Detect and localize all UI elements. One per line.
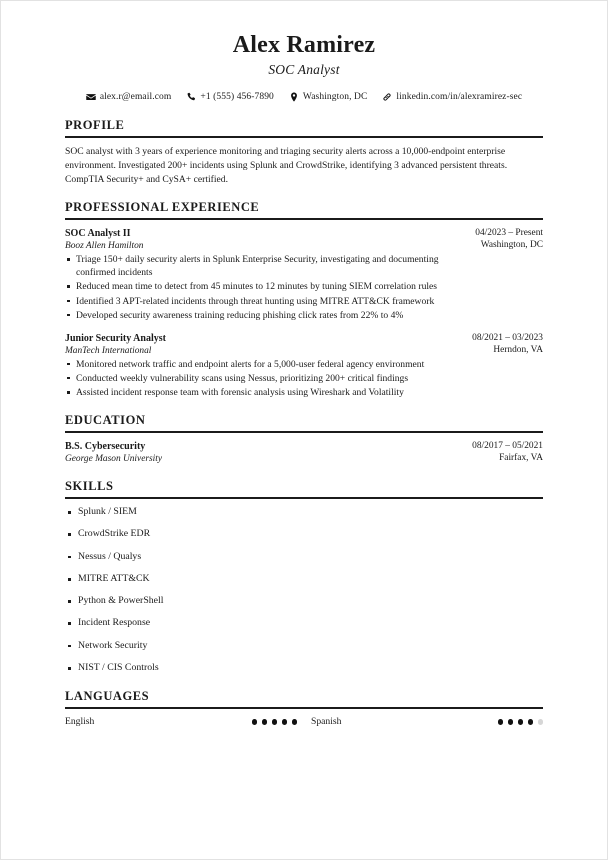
- contact-item-link[interactable]: [382, 92, 522, 102]
- level-dot-filled: [262, 719, 268, 725]
- entry-dates: 04/2023 – Present: [475, 228, 543, 239]
- section-languages: [65, 689, 543, 728]
- skill-item: Network Security: [65, 640, 543, 653]
- entry-bullet: Identified 3 APT-related incidents through threat hunting using MITRE ATT&CK framework: [65, 295, 440, 308]
- entry-location: Fairfax, VA: [499, 453, 543, 464]
- skill-item: NIST / CIS Controls: [65, 662, 543, 675]
- section-heading-education: EDUCATION: [65, 412, 146, 427]
- education-entry: [65, 440, 543, 465]
- entry-right: [472, 440, 543, 464]
- entry-organization: Booz Allen Hamilton: [65, 241, 144, 252]
- section-heading-skills: SKILLS: [65, 479, 114, 494]
- phone-icon: [186, 92, 196, 102]
- entry-role: SOC Analyst II: [65, 228, 131, 240]
- language-name: Spanish: [311, 715, 342, 727]
- contact-value: Washington, DC: [302, 92, 368, 103]
- section-heading-profile: PROFILE: [65, 118, 125, 133]
- location-pin-icon: [289, 92, 299, 102]
- skill-item: CrowdStrike EDR: [65, 528, 543, 541]
- level-dot-filled: [508, 719, 514, 725]
- job-title: SOC Analyst: [268, 62, 340, 78]
- contact-value: +1 (555) 456-7890: [200, 92, 274, 103]
- contact-item-phone[interactable]: [186, 92, 274, 102]
- entry-dates: 08/2017 – 05/2021: [472, 440, 543, 451]
- entry-header: [65, 332, 543, 357]
- section-rule: [65, 431, 543, 433]
- entry-left: [65, 332, 460, 357]
- section-rule: [65, 218, 543, 220]
- contact-item-envelope[interactable]: [86, 92, 172, 102]
- entry-organization: ManTech International: [65, 345, 152, 356]
- entry-bullet-list: [65, 253, 543, 321]
- entry-bullet: Monitored network traffic and endpoint alerts for a 5,000-user federal agency environment: [65, 358, 440, 371]
- entry-bullet: Triage 150+ daily security alerts in Splunk Enterprise Security, investigating and documenting confirmed incidents: [65, 253, 440, 279]
- language-item: [311, 716, 543, 728]
- entry-header: [65, 227, 543, 252]
- entry-role: Junior Security Analyst: [65, 332, 166, 344]
- skill-item: MITRE ATT&CK: [65, 573, 543, 586]
- level-dot-filled: [292, 719, 298, 725]
- section-rule: [65, 497, 543, 499]
- entry-dates: 08/2021 – 03/2023: [472, 332, 543, 343]
- language-item: [65, 716, 297, 728]
- education-institution: George Mason University: [65, 453, 163, 464]
- contact-row: [65, 92, 543, 102]
- level-dot-filled: [528, 719, 534, 725]
- section-heading-languages: LANGUAGES: [65, 688, 150, 703]
- section-rule: [65, 707, 543, 709]
- contact-value: linkedin.com/in/alexramirez-sec: [396, 92, 523, 103]
- link-icon: [382, 92, 392, 102]
- language-level-dots: [252, 719, 298, 725]
- skill-item: Nessus / Qualys: [65, 551, 543, 564]
- entry-location: Washington, DC: [480, 240, 543, 251]
- skills-list: [65, 506, 543, 674]
- section-profile: [65, 118, 543, 186]
- entry-left: [65, 440, 460, 465]
- skill-item: Python & PowerShell: [65, 595, 543, 608]
- entry-bullet: Assisted incident response team with forensic analysis using Wireshark and Volatility: [65, 386, 440, 399]
- profile-summary-text: SOC analyst with 3 years of experience monitoring and triaging security alerts across a 10,000-endpoint enterprise environment. Investigated 200+ incidents using Splunk and CrowdStrike, identifying 3 advanced persistent threats. CompTIA Security+ and CySA+ certified.: [65, 146, 508, 185]
- contact-item-location-pin[interactable]: [289, 92, 368, 102]
- level-dot-filled: [252, 719, 258, 725]
- experience-entry: [65, 332, 543, 399]
- level-dot-filled: [282, 719, 288, 725]
- section-heading-experience: PROFESSIONAL EXPERIENCE: [65, 200, 260, 215]
- full-name: Alex Ramirez: [232, 32, 376, 58]
- education-entry-list: [65, 440, 543, 465]
- section-education: [65, 413, 543, 465]
- entry-right: [472, 332, 543, 356]
- entry-bullet: Developed security awareness training reducing phishing click rates from 22% to 4%: [65, 309, 440, 322]
- resume-header: [65, 31, 543, 102]
- level-dot-empty: [538, 719, 544, 725]
- language-level-dots: [498, 719, 544, 725]
- contact-value: alex.r@email.com: [99, 92, 172, 103]
- envelope-icon: [86, 92, 96, 102]
- entry-bullet-list: [65, 358, 543, 399]
- section-skills: [65, 479, 543, 674]
- entry-header: [65, 440, 543, 465]
- level-dot-filled: [498, 719, 504, 725]
- entry-left: [65, 227, 463, 252]
- entry-right: [475, 227, 543, 251]
- entry-bullet: Conducted weekly vulnerability scans using Nessus, prioritizing 200+ critical findings: [65, 372, 440, 385]
- experience-entry: [65, 227, 543, 321]
- level-dot-filled: [272, 719, 278, 725]
- entry-location: Herndon, VA: [493, 344, 543, 355]
- skill-item: Splunk / SIEM: [65, 506, 543, 519]
- education-degree: B.S. Cybersecurity: [65, 440, 146, 452]
- experience-entry-list: [65, 227, 543, 399]
- language-name: English: [65, 715, 95, 727]
- section-experience: [65, 200, 543, 399]
- level-dot-filled: [518, 719, 524, 725]
- languages-grid: [65, 716, 543, 728]
- entry-bullet: Reduced mean time to detect from 45 minutes to 12 minutes by tuning SIEM correlation rules: [65, 280, 440, 293]
- skill-item: Incident Response: [65, 617, 543, 630]
- section-rule: [65, 136, 543, 138]
